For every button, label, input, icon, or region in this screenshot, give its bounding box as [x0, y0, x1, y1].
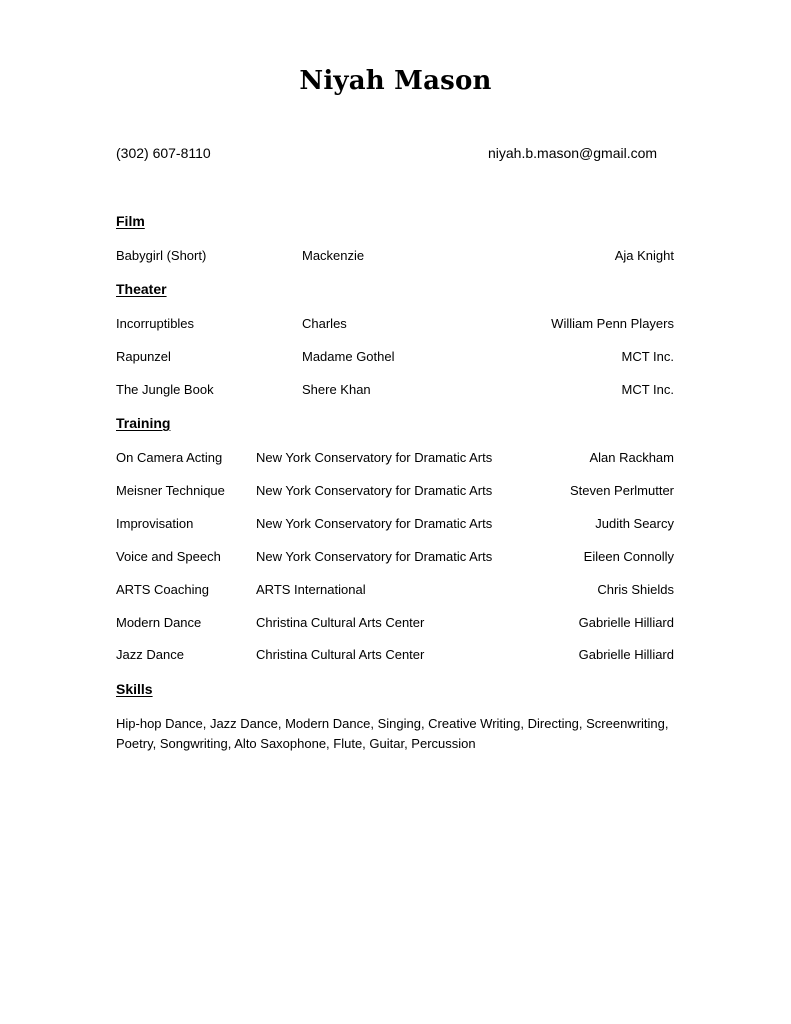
film-heading: Film [116, 213, 145, 229]
training-course: Voice and Speech [116, 549, 221, 564]
training-school: Christina Cultural Arts Center [256, 647, 425, 662]
credit-director: Aja Knight [614, 248, 674, 263]
credit-role: Madame Gothel [302, 349, 395, 364]
training-teacher: Gabrielle Hilliard [578, 647, 674, 662]
training-teacher: Judith Searcy [595, 516, 674, 531]
credit-role: Charles [302, 316, 347, 331]
training-school: Christina Cultural Arts Center [256, 615, 425, 630]
training-row [116, 483, 674, 503]
credit-title: Rapunzel [116, 349, 171, 364]
training-school: ARTS International [256, 582, 366, 597]
theater-credit-row [116, 349, 674, 369]
training-course: Meisner Technique [116, 483, 225, 498]
training-school: New York Conservatory for Dramatic Arts [256, 549, 493, 564]
training-row [116, 582, 674, 602]
credit-title: Incorruptibles [116, 316, 195, 331]
phone-number: (302) 607-8110 [116, 145, 211, 161]
credit-company: William Penn Players [551, 316, 674, 331]
training-teacher: Gabrielle Hilliard [578, 615, 674, 630]
theater-heading: Theater [116, 281, 167, 297]
email-address: niyah.b.mason@gmail.com [488, 145, 658, 161]
credit-title: Babygirl (Short) [116, 248, 207, 263]
training-course: On Camera Acting [116, 450, 223, 465]
training-heading: Training [116, 415, 171, 431]
credit-role: Mackenzie [302, 248, 365, 263]
credit-role: Shere Khan [302, 382, 371, 397]
training-teacher: Eileen Connolly [583, 549, 674, 564]
training-teacher: Alan Rackham [589, 450, 674, 465]
theater-credit-row [116, 382, 674, 402]
training-course: Modern Dance [116, 615, 202, 630]
resume-name: Niyah Mason [299, 66, 492, 96]
training-course: Improvisation [116, 516, 194, 531]
credit-company: MCT Inc. [621, 349, 674, 364]
training-row [116, 516, 674, 536]
training-school: New York Conservatory for Dramatic Arts [256, 450, 493, 465]
training-school: New York Conservatory for Dramatic Arts [256, 483, 493, 498]
credit-company: MCT Inc. [621, 382, 674, 397]
skills-heading: Skills [116, 681, 153, 697]
training-row [116, 647, 674, 667]
training-row [116, 549, 674, 569]
training-row [116, 450, 674, 470]
theater-credit-row [116, 316, 674, 336]
film-credit-row [116, 248, 674, 268]
training-teacher: Steven Perlmutter [569, 483, 674, 498]
training-school: New York Conservatory for Dramatic Arts [256, 516, 493, 531]
skills-list: Hip-hop Dance, Jazz Dance, Modern Dance, Singing, Creative Writing, Directing, Screenwriting, Poetry, Songwriting, Alto Saxophone, Flute, Guitar, Percussion [116, 716, 669, 751]
training-row [116, 615, 674, 635]
training-course: Jazz Dance [116, 647, 184, 662]
training-teacher: Chris Shields [597, 582, 674, 597]
credit-title: The Jungle Book [116, 382, 214, 397]
training-course: ARTS Coaching [116, 582, 209, 597]
